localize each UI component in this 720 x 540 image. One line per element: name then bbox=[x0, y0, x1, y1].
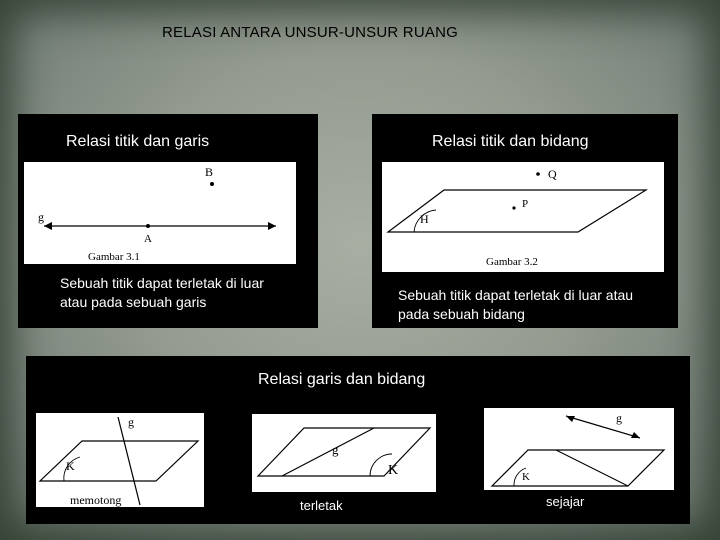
label-g-1: g bbox=[128, 415, 134, 429]
figure-caption-3-2: Gambar 3.2 bbox=[486, 256, 538, 268]
point-b bbox=[210, 182, 214, 186]
label-k-3: K bbox=[522, 471, 530, 483]
label-p: P bbox=[522, 198, 529, 210]
panel-point-plane-heading: Relasi titik dan bidang bbox=[432, 133, 589, 150]
line-g-3 bbox=[566, 416, 640, 438]
label-k-1: K bbox=[66, 459, 75, 473]
point-p bbox=[512, 206, 515, 209]
plane-k-3 bbox=[492, 450, 664, 486]
panel-line-plane-heading: Relasi garis dan bidang bbox=[258, 371, 426, 388]
figure-caption-3-1: Gambar 3.1 bbox=[88, 251, 140, 263]
arrow-left-icon bbox=[44, 222, 52, 230]
label-g-2: g bbox=[332, 442, 339, 457]
figure-line-parallel-plane bbox=[484, 408, 674, 490]
arrow-right-icon-3 bbox=[631, 432, 640, 438]
panel-point-line-description: Sebuah titik dapat terletak di luar atau pada sebuah garis bbox=[60, 275, 264, 310]
label-b: B bbox=[205, 165, 214, 179]
caption-memotong: memotong bbox=[70, 493, 122, 507]
panel-point-plane bbox=[372, 114, 678, 328]
figure-point-line bbox=[24, 162, 296, 264]
label-g-3: g bbox=[616, 411, 622, 425]
panel-point-line-heading: Relasi titik dan garis bbox=[66, 133, 210, 150]
figure-parallel-drawing bbox=[484, 408, 674, 490]
label-a: A bbox=[144, 233, 152, 245]
caption-sejajar: sejajar bbox=[546, 494, 585, 509]
caption-terletak: terletak bbox=[300, 498, 343, 513]
label-g: g bbox=[38, 210, 44, 224]
arrow-left-icon-3 bbox=[566, 416, 575, 422]
line-g-1 bbox=[118, 417, 140, 505]
panel-point-line bbox=[18, 114, 318, 328]
figure-point-plane bbox=[382, 162, 664, 272]
figure-intersect-drawing bbox=[36, 413, 204, 507]
figure-line-on-plane bbox=[252, 414, 436, 492]
point-q bbox=[536, 172, 540, 176]
point-a bbox=[146, 224, 150, 228]
label-k-2: K bbox=[388, 463, 399, 478]
figure-point-line-drawing bbox=[24, 162, 296, 264]
figure-on-plane-drawing bbox=[252, 414, 436, 492]
panel-point-plane-description: Sebuah titik dapat terletak di luar atau pada sebuah bidang bbox=[398, 287, 634, 322]
line-g-2 bbox=[282, 428, 374, 476]
plane-diagonal bbox=[556, 450, 628, 486]
label-h: H bbox=[420, 212, 429, 226]
slide-title: RELASI ANTARA UNSUR-UNSUR RUANG bbox=[162, 24, 458, 41]
panel-line-plane bbox=[26, 356, 690, 524]
figure-line-intersects-plane bbox=[36, 413, 204, 507]
figure-point-plane-drawing bbox=[382, 162, 664, 272]
label-q: Q bbox=[548, 167, 557, 181]
plane-k-2 bbox=[258, 428, 430, 476]
arrow-right-icon bbox=[268, 222, 276, 230]
